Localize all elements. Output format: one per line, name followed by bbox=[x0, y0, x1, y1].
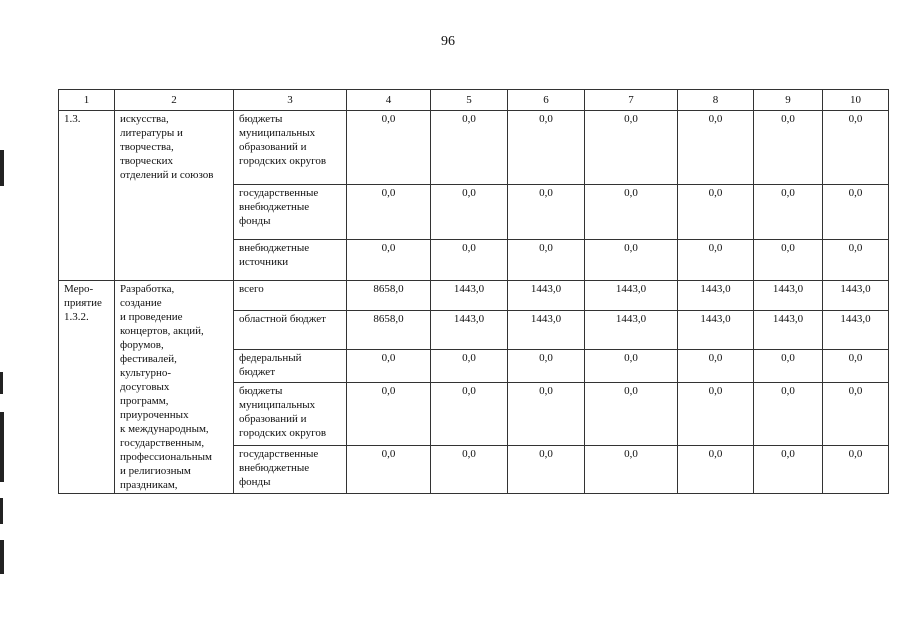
value-cell: 1443,0 bbox=[585, 281, 678, 311]
value-cell: 0,0 bbox=[823, 383, 889, 446]
funding-source-cell: внебюджетные источники bbox=[234, 240, 347, 281]
header-cell: 3 bbox=[234, 90, 347, 111]
funding-source-cell: всего bbox=[234, 281, 347, 311]
measure-code-cell: Меро- приятие 1.3.2. bbox=[59, 281, 115, 494]
value-cell: 0,0 bbox=[431, 185, 508, 240]
value-cell: 0,0 bbox=[508, 240, 585, 281]
header-cell: 10 bbox=[823, 90, 889, 111]
value-cell: 0,0 bbox=[347, 446, 431, 494]
value-cell: 0,0 bbox=[678, 240, 754, 281]
value-cell: 1443,0 bbox=[823, 281, 889, 311]
value-cell: 0,0 bbox=[678, 446, 754, 494]
value-cell: 0,0 bbox=[678, 111, 754, 185]
measure-name-cell: искусства, литературы и творчества, творческих отделений и союзов bbox=[115, 111, 234, 281]
value-cell: 0,0 bbox=[823, 240, 889, 281]
value-cell: 0,0 bbox=[431, 111, 508, 185]
value-cell: 0,0 bbox=[823, 185, 889, 240]
header-row bbox=[59, 90, 889, 111]
value-cell: 8658,0 bbox=[347, 281, 431, 311]
value-cell: 0,0 bbox=[347, 111, 431, 185]
value-cell: 0,0 bbox=[585, 240, 678, 281]
header-cell: 2 bbox=[115, 90, 234, 111]
value-cell: 0,0 bbox=[585, 111, 678, 185]
value-cell: 1443,0 bbox=[678, 281, 754, 311]
value-cell: 1443,0 bbox=[823, 311, 889, 350]
header-cell: 8 bbox=[678, 90, 754, 111]
value-cell: 0,0 bbox=[508, 185, 585, 240]
value-cell: 0,0 bbox=[678, 185, 754, 240]
value-cell: 1443,0 bbox=[431, 311, 508, 350]
scan-edge bbox=[0, 0, 4, 640]
value-cell: 0,0 bbox=[823, 446, 889, 494]
value-cell: 0,0 bbox=[585, 446, 678, 494]
header-cell: 6 bbox=[508, 90, 585, 111]
value-cell: 0,0 bbox=[754, 446, 823, 494]
funding-source-cell: государственные внебюджетные фонды bbox=[234, 446, 347, 494]
header-cell: 7 bbox=[585, 90, 678, 111]
value-cell: 1443,0 bbox=[678, 311, 754, 350]
value-cell: 0,0 bbox=[431, 240, 508, 281]
value-cell: 0,0 bbox=[823, 111, 889, 185]
table-row bbox=[59, 281, 889, 311]
value-cell: 0,0 bbox=[508, 350, 585, 383]
value-cell: 1443,0 bbox=[754, 281, 823, 311]
value-cell: 1443,0 bbox=[585, 311, 678, 350]
funding-source-cell: федеральный бюджет bbox=[234, 350, 347, 383]
value-cell: 0,0 bbox=[431, 446, 508, 494]
value-cell: 0,0 bbox=[508, 446, 585, 494]
value-cell: 0,0 bbox=[347, 185, 431, 240]
value-cell: 1443,0 bbox=[431, 281, 508, 311]
value-cell: 0,0 bbox=[431, 350, 508, 383]
header-cell: 4 bbox=[347, 90, 431, 111]
value-cell: 0,0 bbox=[585, 350, 678, 383]
funding-source-cell: бюджеты муниципальных образований и городских округов bbox=[234, 383, 347, 446]
value-cell: 0,0 bbox=[678, 350, 754, 383]
header-cell: 9 bbox=[754, 90, 823, 111]
value-cell: 0,0 bbox=[347, 350, 431, 383]
value-cell: 0,0 bbox=[508, 383, 585, 446]
header-cell: 1 bbox=[59, 90, 115, 111]
value-cell: 0,0 bbox=[431, 383, 508, 446]
value-cell: 8658,0 bbox=[347, 311, 431, 350]
header-cell: 5 bbox=[431, 90, 508, 111]
measure-code-cell: 1.3. bbox=[59, 111, 115, 281]
value-cell: 0,0 bbox=[754, 240, 823, 281]
budget-table bbox=[58, 89, 889, 494]
page-number: 96 bbox=[441, 34, 455, 49]
value-cell: 0,0 bbox=[347, 383, 431, 446]
value-cell: 0,0 bbox=[347, 240, 431, 281]
value-cell: 0,0 bbox=[754, 350, 823, 383]
value-cell: 1443,0 bbox=[754, 311, 823, 350]
value-cell: 0,0 bbox=[754, 383, 823, 446]
funding-source-cell: государственные внебюджетные фонды bbox=[234, 185, 347, 240]
funding-source-cell: областной бюджет bbox=[234, 311, 347, 350]
value-cell: 0,0 bbox=[585, 383, 678, 446]
value-cell: 1443,0 bbox=[508, 311, 585, 350]
value-cell: 0,0 bbox=[754, 185, 823, 240]
value-cell: 0,0 bbox=[585, 185, 678, 240]
value-cell: 0,0 bbox=[754, 111, 823, 185]
value-cell: 0,0 bbox=[823, 350, 889, 383]
table-row bbox=[59, 111, 889, 185]
value-cell: 1443,0 bbox=[508, 281, 585, 311]
value-cell: 0,0 bbox=[508, 111, 585, 185]
funding-source-cell: бюджеты муниципальных образований и городских округов bbox=[234, 111, 347, 185]
value-cell: 0,0 bbox=[678, 383, 754, 446]
measure-name-cell: Разработка, создание и проведение концертов, акций, форумов, фестивалей, культурно- досуговых программ, приуроченных к международным, государственным, профессиональным и религиозным праздникам, bbox=[115, 281, 234, 494]
